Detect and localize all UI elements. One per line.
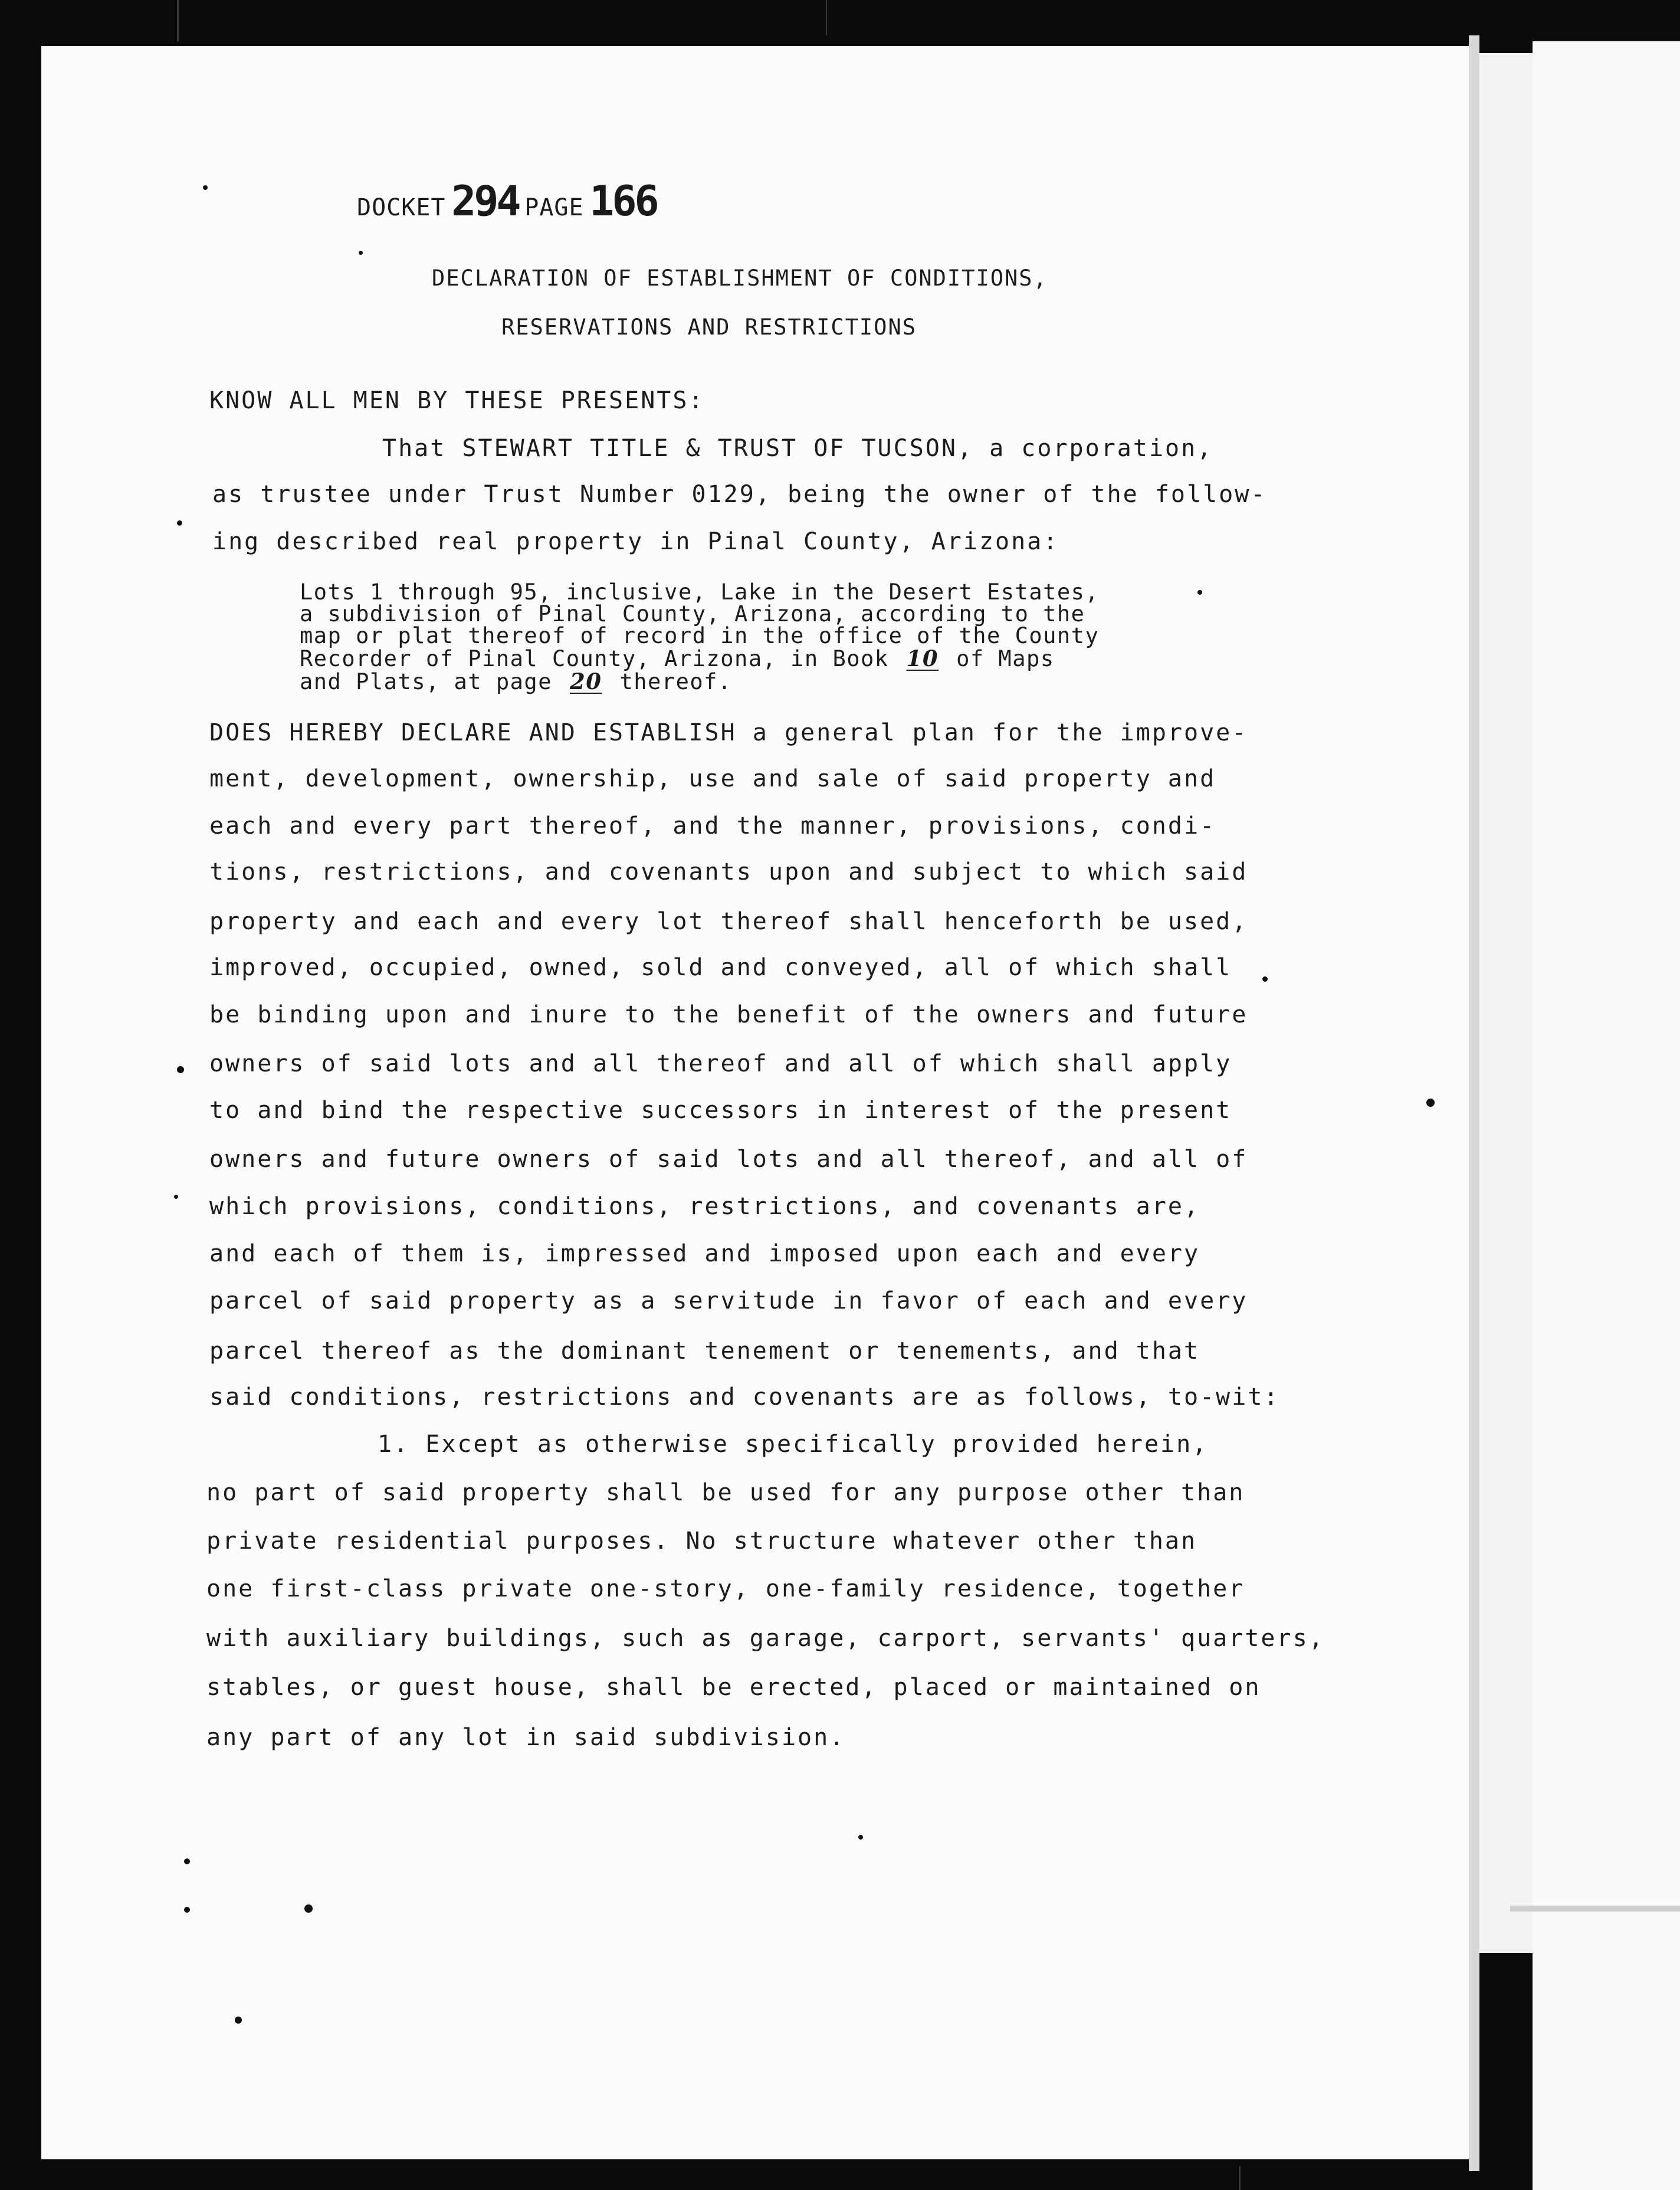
declaration-line: property and each and every lot thereof shall henceforth be used, bbox=[209, 908, 1248, 935]
scan-speck bbox=[359, 251, 363, 255]
scan-speck bbox=[177, 520, 182, 526]
page-number-handwritten: 20 bbox=[569, 668, 602, 694]
declaration-line: to and bind the respective successors in interest of the present bbox=[209, 1097, 1232, 1124]
page-edge bbox=[1469, 35, 1479, 2171]
declaration-line: each and every part thereof, and the manner, provisions, condi- bbox=[209, 812, 1216, 840]
description-line-1: Lots 1 through 95, inclusive, Lake in the Desert Estates, bbox=[300, 579, 1100, 605]
adjacent-page-strip bbox=[1533, 41, 1680, 2190]
intro-line-3: ing described real property in Pinal County, Arizona: bbox=[212, 528, 1059, 555]
description-line-5 bbox=[300, 668, 732, 694]
page-label: PAGE bbox=[524, 194, 584, 221]
clause-1-line: one first-class private one-story, one-family residence, together bbox=[206, 1575, 1245, 1602]
scan-speck bbox=[1262, 976, 1268, 982]
scan-speck bbox=[858, 1835, 863, 1840]
docket-label: DOCKET bbox=[357, 194, 446, 221]
description-line-4-end: of Maps bbox=[956, 646, 1055, 671]
clause-1-line: private residential purposes. No structure whatever other than bbox=[206, 1527, 1197, 1555]
docket-stamp bbox=[357, 177, 657, 225]
docket-number: 294 bbox=[451, 177, 519, 225]
intro-line-2: as trustee under Trust Number 0129, being the owner of the follow- bbox=[212, 481, 1267, 508]
scan-speck bbox=[235, 2017, 242, 2024]
film-streak bbox=[1239, 2166, 1241, 2190]
declaration-line: parcel of said property as a servitude in favor of each and every bbox=[209, 1287, 1248, 1314]
declaration-line: said conditions, restrictions and covenants are as follows, to-wit: bbox=[209, 1383, 1280, 1411]
description-line-2: a subdivision of Pinal County, Arizona, according to the bbox=[300, 601, 1085, 627]
scan-speck bbox=[177, 1066, 184, 1073]
declaration-line: parcel thereof as the dominant tenement or tenements, and that bbox=[209, 1337, 1200, 1365]
clause-1-line: no part of said property shall be used for any purpose other than bbox=[206, 1479, 1245, 1506]
clause-1-line: with auxiliary buildings, such as garage, carport, servants' quarters, bbox=[206, 1625, 1325, 1652]
scan-speck bbox=[184, 1907, 190, 1913]
description-line-5-start: and Plats, at page bbox=[300, 669, 552, 694]
declaration-line: which provisions, conditions, restrictions, and covenants are, bbox=[209, 1193, 1200, 1220]
description-line-5-end: thereof. bbox=[619, 669, 732, 694]
declaration-line: tions, restrictions, and covenants upon and subject to which said bbox=[209, 858, 1248, 886]
scan-speck bbox=[1197, 590, 1202, 595]
page-number: 166 bbox=[589, 177, 657, 225]
scan-speck bbox=[203, 185, 208, 190]
description-line-4 bbox=[300, 645, 1055, 671]
intro-line-1: That STEWART TITLE & TRUST OF TUCSON, a corporation, bbox=[382, 435, 1213, 462]
clause-1-line: stables, or guest house, shall be erected, placed or maintained on bbox=[206, 1674, 1261, 1701]
declaration-line: ment, development, ownership, use and sale of said property and bbox=[209, 765, 1216, 792]
description-line-4-start: Recorder of Pinal County, Arizona, in Book bbox=[300, 646, 889, 671]
book-number-handwritten: 10 bbox=[906, 645, 939, 671]
salutation: KNOW ALL MEN BY THESE PRESENTS: bbox=[209, 387, 705, 414]
page-margin-band bbox=[1479, 53, 1533, 1953]
declaration-line: and each of them is, impressed and imposed upon each and every bbox=[209, 1240, 1200, 1267]
page-shadow bbox=[1510, 1906, 1680, 1912]
scan-speck bbox=[1426, 1099, 1435, 1107]
film-streak bbox=[177, 0, 179, 41]
description-line-3: map or plat thereof of record in the office of the County bbox=[300, 623, 1100, 648]
document-title-line-1: DECLARATION OF ESTABLISHMENT OF CONDITIONS, bbox=[432, 265, 1048, 291]
declaration-line: improved, occupied, owned, sold and conveyed, all of which shall bbox=[209, 954, 1232, 981]
declaration-line: owners of said lots and all thereof and all of which shall apply bbox=[209, 1050, 1232, 1077]
scan-speck bbox=[174, 1195, 178, 1199]
scan-speck bbox=[304, 1904, 313, 1913]
clause-1-line: 1. Except as otherwise specifically provided herein, bbox=[378, 1431, 1209, 1458]
film-streak bbox=[826, 0, 827, 35]
document-title-line-2: RESERVATIONS AND RESTRICTIONS bbox=[501, 314, 917, 340]
clause-1-line: any part of any lot in said subdivision. bbox=[206, 1724, 846, 1751]
declaration-line: be binding upon and inure to the benefit of the owners and future bbox=[209, 1001, 1248, 1028]
declaration-line: owners and future owners of said lots and all thereof, and all of bbox=[209, 1146, 1248, 1173]
scan-speck bbox=[184, 1858, 190, 1864]
declaration-line: DOES HEREBY DECLARE AND ESTABLISH a general plan for the improve- bbox=[209, 719, 1248, 746]
